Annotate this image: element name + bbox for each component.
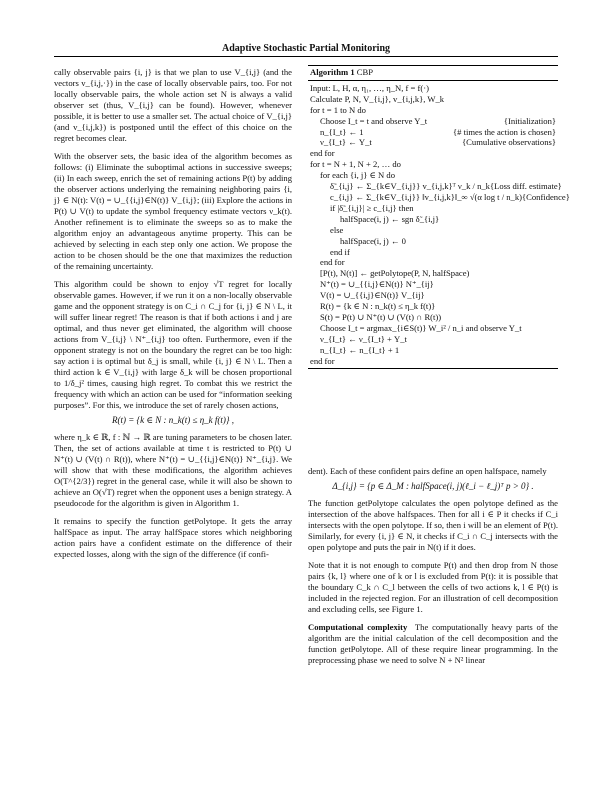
paragraph: where η_k ∈ ℝ, f : ℕ → ℝ are tuning parameters to be chosen later. Then, the set of actions available at time t is restricted to P(t) ∪ N⁺(t) ∪ (V(t) ∩ R(t)), where N⁺(t) = ∪_{{i,j}∈N(t)} N⁺_{i,j}. We will show that with these modifications, the algorithm achieves O(T^{2/3}) regret in the general case, while it will also be shown to achieve an O(√T) regret when the opponent uses a benign strategy. A pseudocode for the algorithm is given in Algorithm 1. [54,432,292,508]
algorithm-line-text: V(t) = ∪_{{i,j}∈N(t)} V_{ij} [320,290,425,301]
algorithm-line-comment: {Cumulative observations} [462,137,556,148]
algorithm-line-text: for t = N + 1, N + 2, … do [310,159,401,170]
algorithm-line-text: δ̃_{i,j} ← Σ_{k∈V_{i,j}} v_{i,j,k}ᵀ ν_k / n_k [330,181,490,192]
paragraph [308,622,558,666]
algorithm-line-text: R(t) = {k ∈ N : n_k(t) ≤ η_k f(t)} [320,301,436,312]
equation-halfspace: Δ_{i,j} = {p ∈ Δ_M : halfSpace(i, j)(ℓ_i − ℓ_j)ᵀ p > 0} . [332,481,534,491]
algorithm-line-text: end for [310,148,335,159]
algorithm-name: CBP [356,67,374,77]
algorithm-line [310,137,556,148]
algorithm-line-text: [P(t), N(t)] ← getPolytope(P, N, halfSpace) [320,268,470,279]
algorithm-line-text: Choose I_t = argmax_{i∈S(t)} W_i² / n_i and observe Y_t [320,322,522,333]
algorithm-line [310,247,556,258]
algorithm-line-text: Calculate P, N, V_{i,j}, v_{i,j,k}, W_k [310,93,445,104]
paragraph: Note that it is not enough to compute P(t) and then drop from N those pairs {k, l} where one of k or l is excluded from P(t): it is possible that the boundary C_k ∩ C_l between the cells of two actions k, l ∈ P(t) is included in the rejected region. For an illustration of cell decomposition and excluding cells, see Figure 1. [308,560,558,614]
algorithm-line-comment: {Loss diff. estimate} [489,181,562,192]
algorithm-line [310,257,556,268]
algorithm-line-text: Input: L, H, α, η₁, …, η_N, f = f(·) [310,82,429,93]
algorithm-line [310,236,556,247]
algorithm-body [308,81,570,369]
algorithm-line-text: ν_{I_t} ← ν_{I_t} + Y_t [320,333,407,344]
algorithm-line [310,159,556,170]
paragraph: It remains to specify the function getPolytope. It gets the array halfSpace as input. The array halfSpace stores which neighboring action pairs have a confident estimate on the difference of their expected losses, along with the sign of the difference (if confi- [54,516,292,559]
algorithm-line-text: n_{I_t} ← 1 [320,126,364,137]
algorithm-line-text: ν_{I_t} ← Y_t [320,137,372,148]
running-title: Adaptive Stochastic Partial Monitoring [221,43,391,54]
algorithm-box [308,65,570,369]
algorithm-line-text: S(t) = P(t) ∪ N⁺(t) ∪ (V(t) ∩ R(t)) [320,311,442,322]
algorithm-line [310,116,556,127]
right-column [308,466,558,673]
algorithm-line-text: end if [330,246,350,257]
algorithm-line [310,301,556,312]
algorithm-line [310,323,556,334]
paragraph: cally observable pairs {i, j} is that we plan to use V_{i,j} (and the vectors v_{i,j,·}) in the case of locally observable pairs, too. For not locally observable pairs, the whole action set N is always a valid observer set (thus, V_{i,j} can be found). However, whenever possible, it is better to use a smaller set. The actual choice of V_{i,j} (and v_{i,j,k}) is postponed until the effect of this choice on the regret becomes clear. [54,67,292,143]
equation-rarely-chosen: R(t) = {k ∈ N : n_k(t) ≤ η_k f(t)} , [111,415,235,425]
algorithm-line [310,268,556,279]
algorithm-line-text: else [330,224,344,235]
algorithm-line-text: N⁺(t) = ∪_{{i,j}∈N(t)} N⁺_{ij} [320,279,434,290]
paragraph: With the observer sets, the basic idea of the algorithm becomes as follows: (i) Eliminate the suboptimal actions in successive sweeps; (ii) In each sweep, enrich the set of remaining actions P(t) by adding the observer actions underlying the remaining neighboring pairs {i, j} ∈ N(t): V(t) = ∪_{{i,j}∈N(t)} V_{i,j}; (iii) Explore the actions in P(t) ∪ V(t) to update the symbol frequency estimate vectors ν_k(t). Another refinement is to eliminate the sweeps so as to make the algorithm enjoy an advantageous anytime property. This can be achieved by selecting in each step only one action. We propose the action to be chosen should be the one that maximizes the reduction of the remaining uncertainty. [54,151,292,271]
paragraph: dent). Each of these confident pairs define an open halfspace, namely [308,466,547,476]
algorithm-line [310,345,556,356]
algorithm-line [310,225,556,236]
algorithm-line-text: if |δ̃_{i,j}| ≥ c_{i,j} then [330,202,414,213]
algorithm-line-text: for t = 1 to N do [310,104,366,115]
algorithm-line [310,290,556,301]
algorithm-line [310,181,562,192]
algorithm-line-text: Choose I_t = t and observe Y_t [320,115,428,126]
header-rule [54,56,558,57]
algorithm-line [310,148,556,159]
algorithm-line-text: halfSpace(i, j) ← sgn δ̃_{i,j} [340,213,440,224]
algorithm-line [310,127,556,138]
algorithm-line-comment: {# times the action is chosen} [453,126,556,137]
algorithm-line [310,356,556,367]
left-column [54,67,292,567]
algorithm-line [310,191,570,203]
algorithm-line-text: halfSpace(i, j) ← 0 [340,235,406,246]
algorithm-line-text: n_{I_t} ← n_{I_t} + 1 [320,344,400,355]
algorithm-line [310,170,556,181]
algorithm-line-text: for each {i, j} ∈ N do [320,170,395,181]
algorithm-line [310,83,556,94]
algorithm-line [310,279,556,290]
algorithm-line-text: end for [310,355,335,366]
algorithm-line-comment: {Confidence} [522,191,570,202]
algorithm-title [308,66,558,81]
algorithm-line-comment: {Initialization} [503,115,556,126]
algorithm-line [310,334,556,345]
algorithm-line [310,105,556,116]
paragraph: This algorithm could be shown to enjoy √T regret for locally observable games. However, if we run it on a non-locally observable game and the opponent strategy is on C_i ∩ C_j for {i, j} ∈ N \ L, it will suffer linear regret! The reason is that if both actions i and j are optimal, and thus never get eliminated, the algorithm will choose actions from V_{i,j} \ N⁺_{i,j} too often. Furthermore, even if the opponent strategy is not on the boundary the regret can be too high: say action i is optimal but δ_j is small, while {i, j} ∈ N \ L. Then a third action k ∈ V_{i,j} with large δ_k will be chosen proportional to 1/δ_j² times, causing high regret. To combat this we restrict the frequency with which an action can be used for “information seeking purposes”. For this, we introduce the set of rarely chosen actions, [54,279,292,410]
paragraph-text: The computationally heavy parts of the algorithm are the initial calculation of the cell decomposition and the function getPolytope. All of these require linear programming. In the preprocessing phase we need to solve N + N² linear [308,622,558,665]
algorithm-line [310,94,556,105]
algorithm-line [310,203,556,214]
algorithm-line [310,214,556,225]
section-heading: Computational complexity [308,622,408,632]
paragraph: The function getPolytope calculates the open polytope defined as the intersection of the above halfspaces. Then for all i ∈ P it checks if C_i intersects with the open polytope. If so, then i will be an element of P(t). Similarly, for every {i, j} ∈ N, it checks if C_i ∩ C_j intersects with the open polytope and puts the pair in N(t) if it does. [308,498,558,552]
algorithm-label: Algorithm 1 [310,67,355,77]
algorithm-line [310,312,556,323]
algorithm-line-text: end for [320,257,345,268]
algorithm-line-text: c_{i,j} ← Σ_{k∈V_{i,j}} ‖v_{i,j,k}‖_∞ √(α log t / n_k) [330,191,522,202]
